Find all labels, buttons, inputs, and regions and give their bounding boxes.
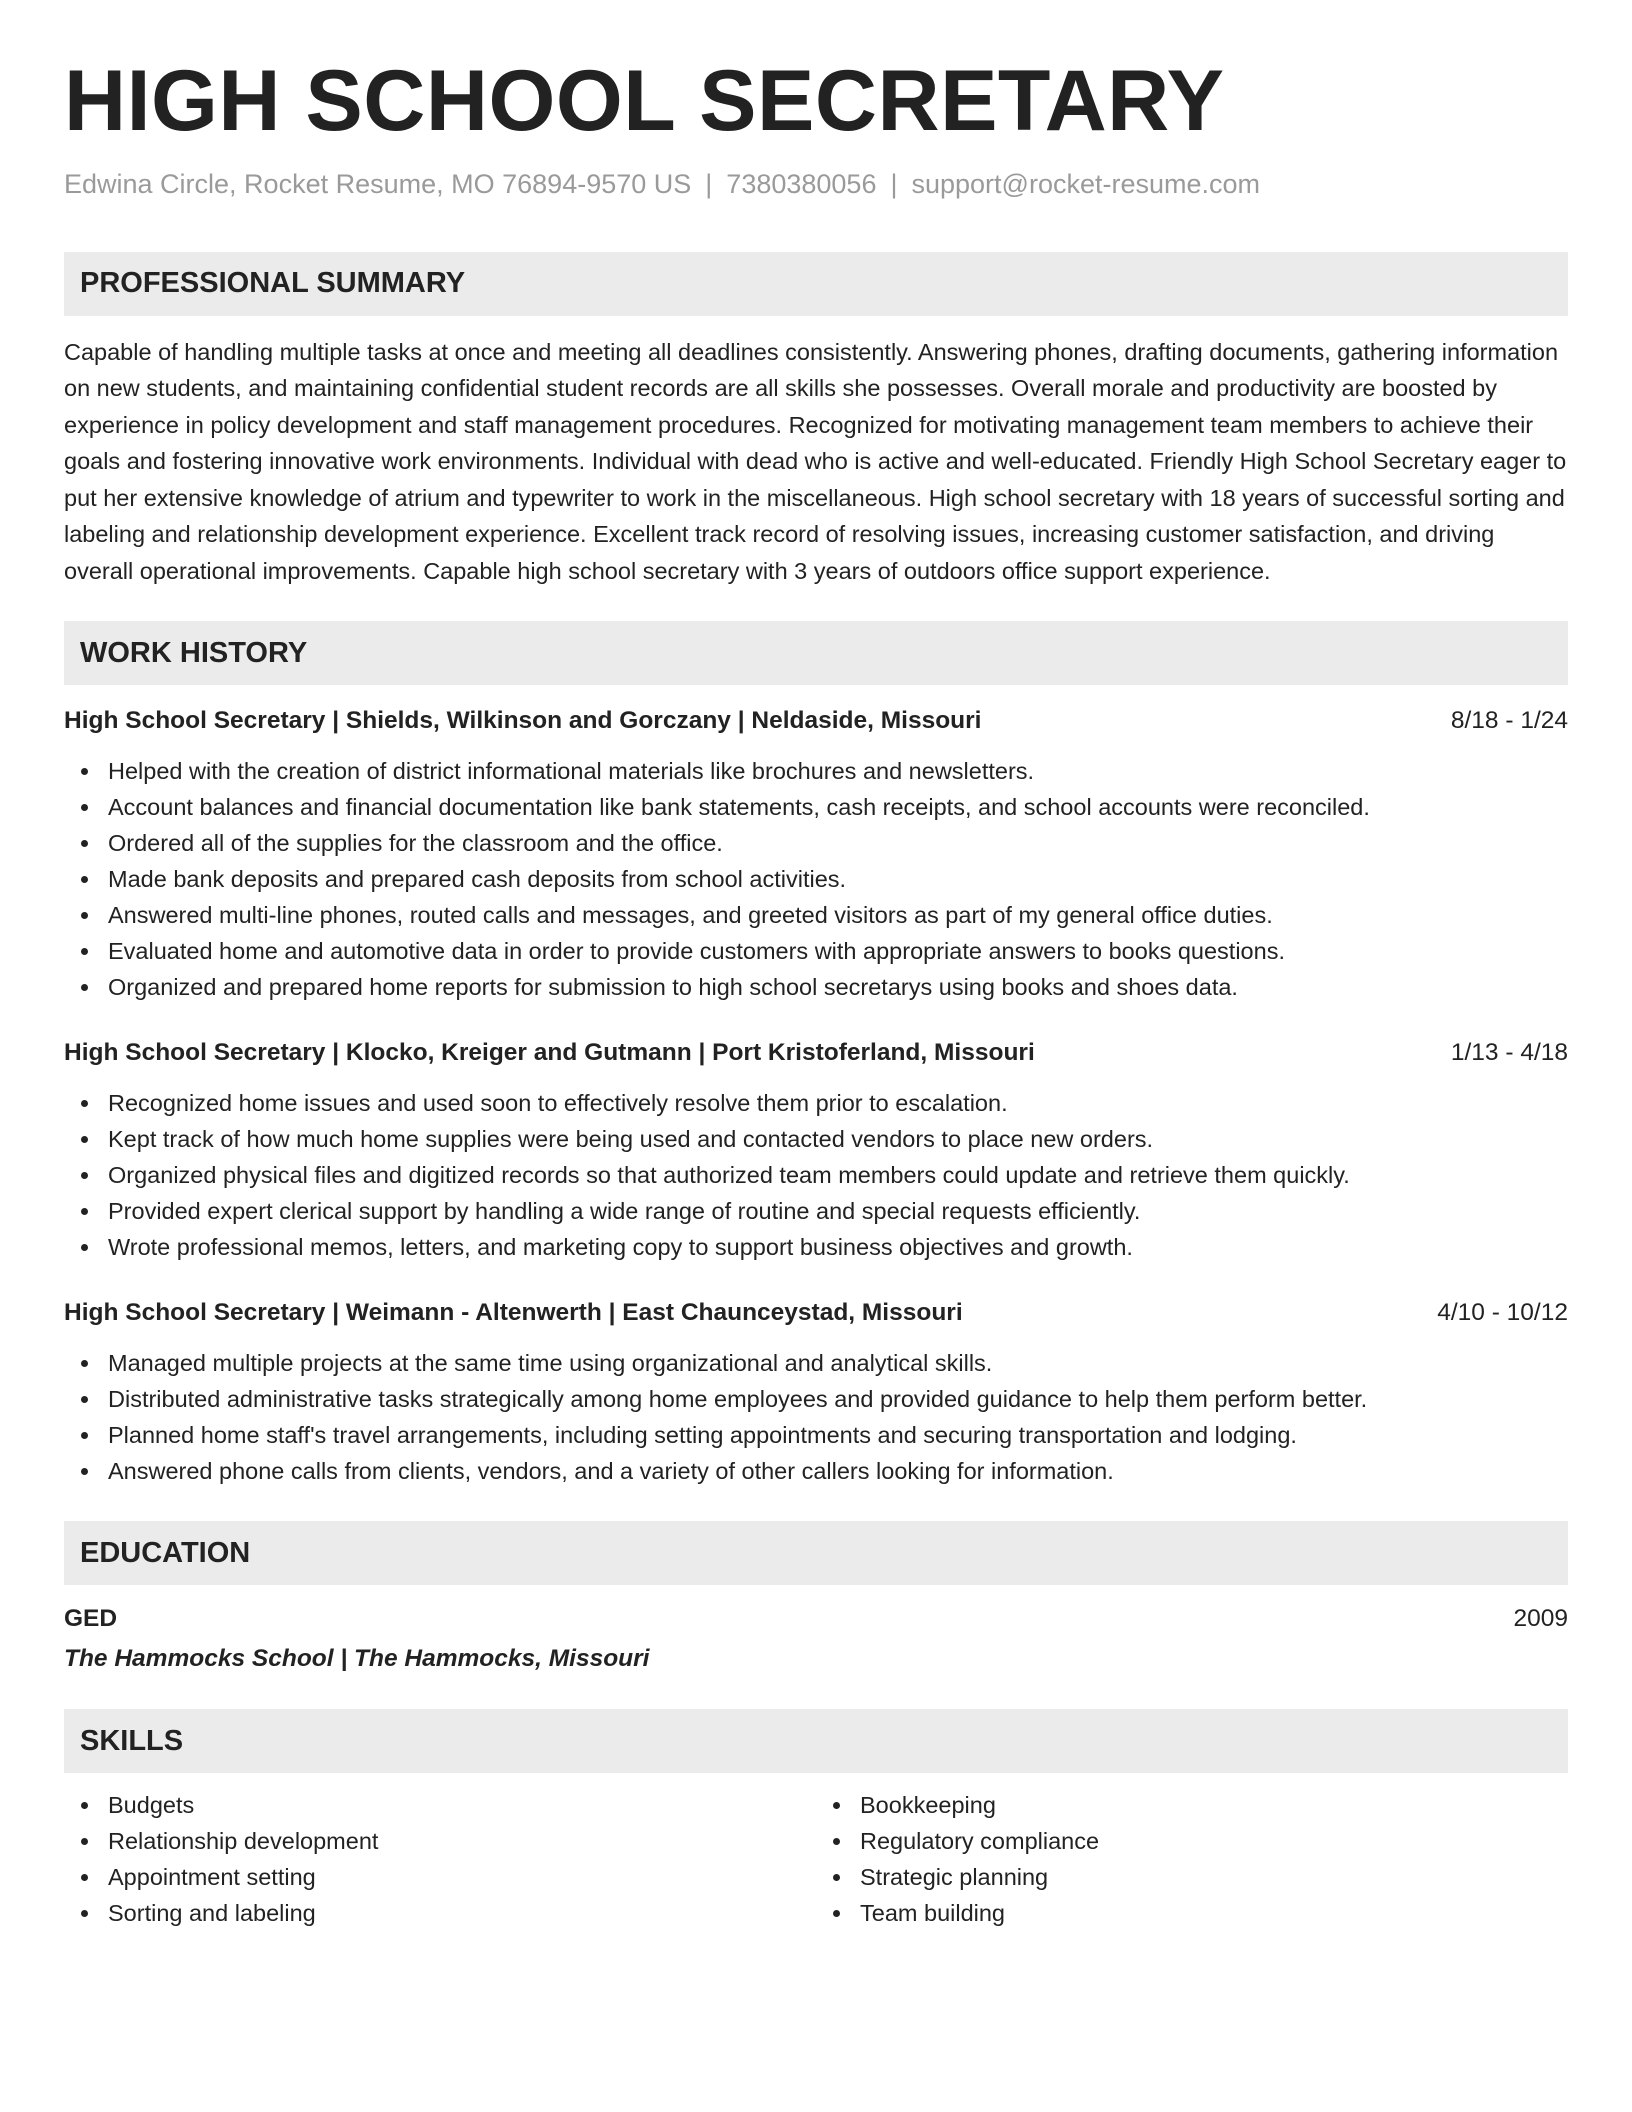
job-bullet: Planned home staff's travel arrangements, including setting appointments and securing transportation and lodging. bbox=[64, 1417, 1568, 1453]
education-school: The Hammocks School | The Hammocks, Missouri bbox=[64, 1645, 650, 1673]
education-degree: GED bbox=[64, 1605, 118, 1633]
job-bullet: Organized physical files and digitized records so that authorized team members could update and retrieve them quickly. bbox=[64, 1157, 1568, 1193]
job-bullet: Answered multi-line phones, routed calls and messages, and greeted visitors as part of my general office duties. bbox=[64, 897, 1568, 933]
job-bullet: Evaluated home and automotive data in order to provide customers with appropriate answers to books questions. bbox=[64, 933, 1568, 969]
job-bullet: Recognized home issues and used soon to effectively resolve them prior to escalation. bbox=[64, 1085, 1568, 1121]
education-heading: EDUCATION bbox=[64, 1521, 1568, 1585]
job-bullet: Provided expert clerical support by handling a wide range of routine and special requests efficiently. bbox=[64, 1193, 1568, 1229]
skill-item: Budgets bbox=[64, 1787, 816, 1823]
job-bullet: Organized and prepared home reports for submission to high school secretarys using books and shoes data. bbox=[64, 969, 1568, 1005]
job-bullet-list bbox=[64, 1085, 1568, 1265]
job-bullet: Distributed administrative tasks strategically among home employees and provided guidance to help them perform better. bbox=[64, 1381, 1568, 1417]
job-title: High School Secretary | Klocko, Kreiger and Gutmann | Port Kristoferland, Missouri bbox=[64, 1039, 1035, 1067]
job-entry bbox=[64, 1295, 1568, 1489]
contact-line bbox=[64, 167, 1568, 202]
education-header bbox=[64, 1601, 1568, 1637]
job-bullet: Made bank deposits and prepared cash deposits from school activities. bbox=[64, 861, 1568, 897]
skill-item: Regulatory compliance bbox=[816, 1823, 1568, 1859]
job-dates: 4/10 - 10/12 bbox=[1437, 1299, 1568, 1327]
job-bullet-list bbox=[64, 1345, 1568, 1489]
job-bullet: Managed multiple projects at the same time using organizational and analytical skills. bbox=[64, 1345, 1568, 1381]
job-dates: 8/18 - 1/24 bbox=[1450, 707, 1568, 735]
job-bullet: Answered phone calls from clients, vendors, and a variety of other callers looking for information. bbox=[64, 1453, 1568, 1489]
skill-item: Strategic planning bbox=[816, 1859, 1568, 1895]
job-bullet: Wrote professional memos, letters, and marketing copy to support business objectives and growth. bbox=[64, 1229, 1568, 1265]
skill-item: Team building bbox=[816, 1895, 1568, 1931]
job-entry bbox=[64, 1035, 1568, 1265]
job-title: High School Secretary | Shields, Wilkinson and Gorczany | Neldaside, Missouri bbox=[64, 707, 982, 735]
job-bullet-list bbox=[64, 753, 1568, 1005]
job-header bbox=[64, 1035, 1568, 1071]
skill-item: Sorting and labeling bbox=[64, 1895, 816, 1931]
job-title: High School Secretary | Weimann - Altenwerth | East Chaunceystad, Missouri bbox=[64, 1299, 963, 1327]
job-bullet: Kept track of how much home supplies were being used and contacted vendors to place new orders. bbox=[64, 1121, 1568, 1157]
contact-separator: | bbox=[705, 168, 713, 199]
skills-columns bbox=[64, 1787, 1568, 1931]
skill-item: Relationship development bbox=[64, 1823, 816, 1859]
skills-heading: SKILLS bbox=[64, 1709, 1568, 1773]
job-header bbox=[64, 703, 1568, 739]
job-bullet: Ordered all of the supplies for the classroom and the office. bbox=[64, 825, 1568, 861]
work-history-heading: WORK HISTORY bbox=[64, 621, 1568, 685]
job-entry bbox=[64, 703, 1568, 1005]
contact-email: support@rocket-resume.com bbox=[911, 168, 1261, 199]
education-entry bbox=[64, 1601, 1568, 1677]
education-year: 2009 bbox=[1513, 1605, 1568, 1633]
job-dates: 1/13 - 4/18 bbox=[1450, 1039, 1568, 1067]
summary-text: Capable of handling multiple tasks at once and meeting all deadlines consistently. Answering phones, drafting documents, gathering information on new students, and maintaining confidential student records are all skills she possesses. Overall morale and productivity are boosted by experience in policy development and staff management procedures. Recognized for motivating management team members to achieve their goals and fostering innovative work environments. Individual with dead who is active and well-educated. Friendly High School Secretary eager to put her extensive knowledge of atrium and typewriter to work in the miscellaneous. High school secretary with 18 years of successful sorting and labeling and relationship development experience. Excellent track record of resolving issues, increasing customer satisfaction, and driving overall operational improvements. Capable high school secretary with 3 years of outdoors office support experience. bbox=[64, 338, 1567, 584]
skills-list-right bbox=[816, 1787, 1568, 1931]
contact-separator: | bbox=[890, 168, 898, 199]
skill-item: Bookkeeping bbox=[816, 1787, 1568, 1823]
summary-heading: PROFESSIONAL SUMMARY bbox=[64, 252, 1568, 316]
skill-item: Appointment setting bbox=[64, 1859, 816, 1895]
job-header bbox=[64, 1295, 1568, 1331]
job-bullet: Account balances and financial documentation like bank statements, cash receipts, and school accounts were reconciled. bbox=[64, 789, 1568, 825]
resume-title: HIGH SCHOOL SECRETARY bbox=[64, 53, 1225, 149]
skills-list-left bbox=[64, 1787, 816, 1931]
contact-address: Edwina Circle, Rocket Resume, MO 76894-9570 US bbox=[64, 168, 692, 199]
contact-phone: 7380380056 bbox=[726, 168, 877, 199]
job-bullet: Helped with the creation of district informational materials like brochures and newsletters. bbox=[64, 753, 1568, 789]
